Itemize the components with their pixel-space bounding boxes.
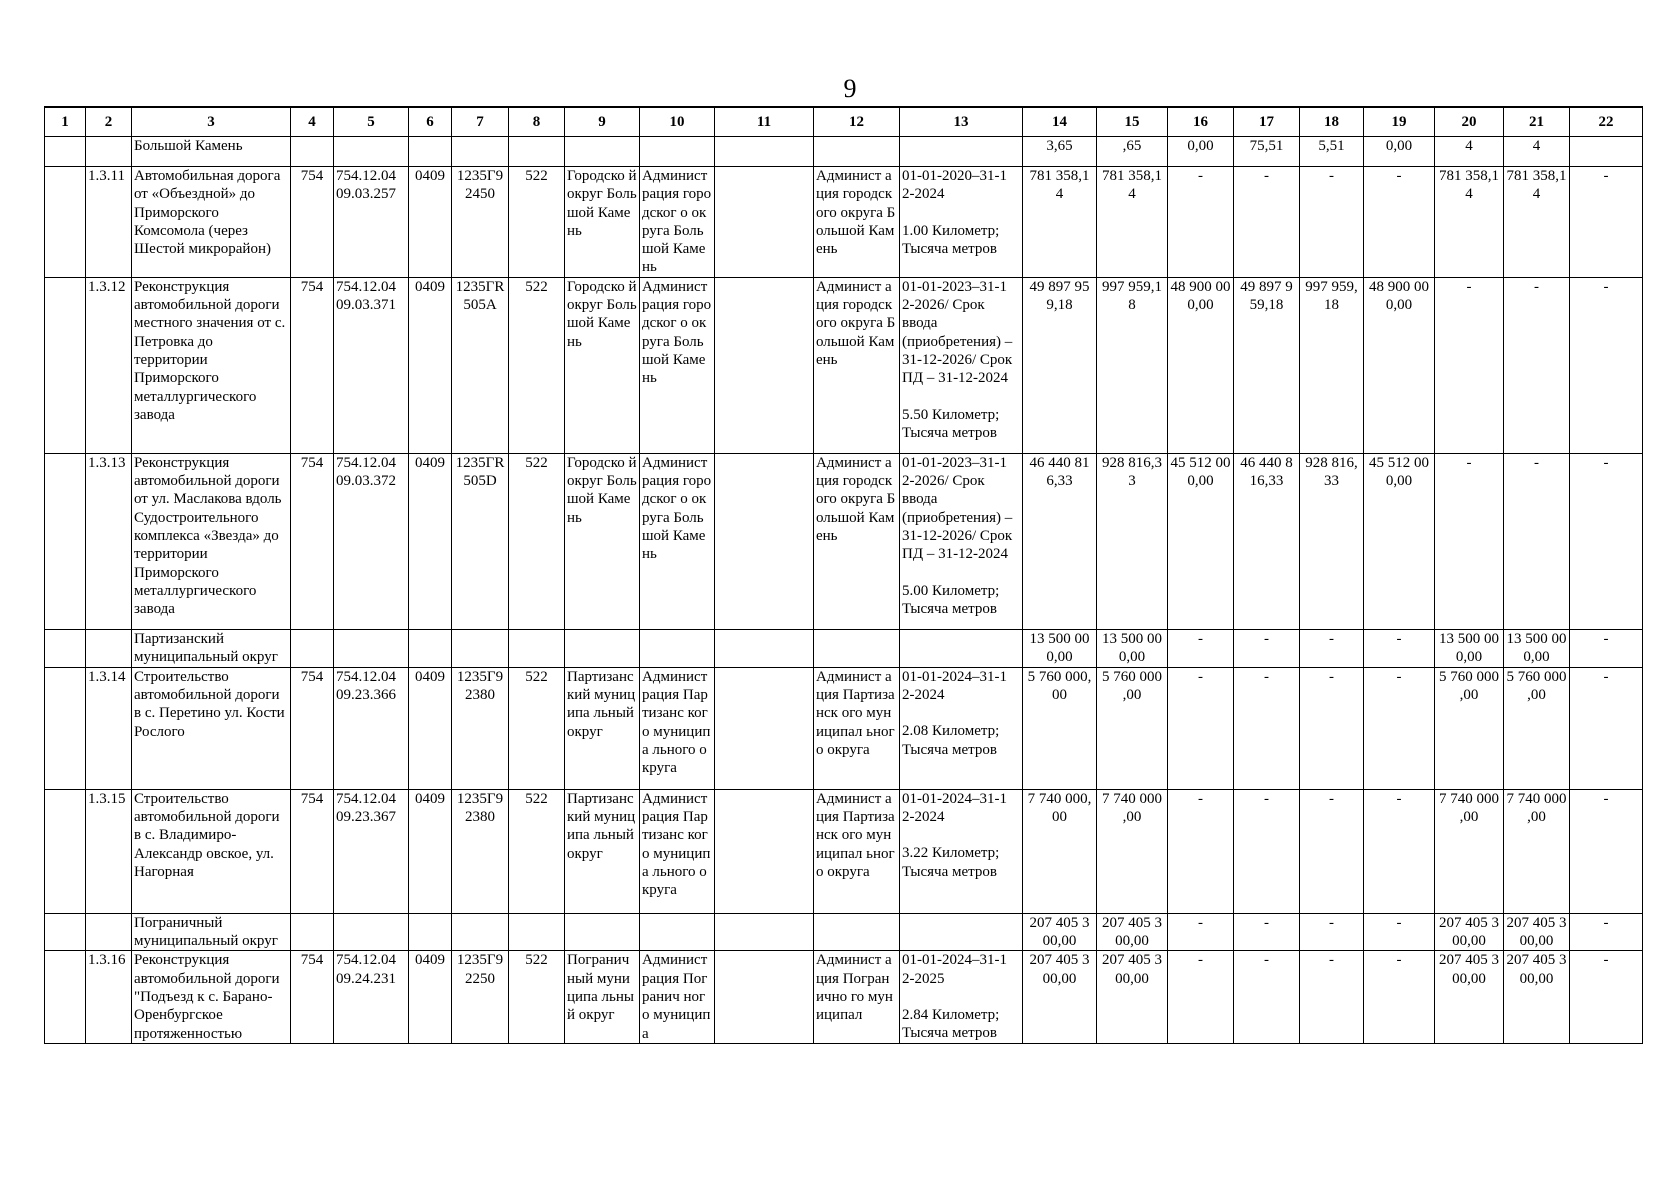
capacity-text: 2.08 Километр; Тысяча метров [902, 723, 1000, 758]
capacity-text: 1.00 Километр; Тысяча метров [902, 222, 1000, 257]
table-row [45, 951, 1643, 1043]
cell-1 [45, 667, 86, 789]
cell-7: 1235Г9 2250 [452, 951, 509, 1043]
cell-16: - [1168, 167, 1234, 278]
cell-9: Партизанс кий муниципа льный округ [565, 667, 640, 789]
column-header-17: 17 [1234, 107, 1300, 137]
cell-21: 4 [1504, 137, 1570, 167]
cell-11 [715, 951, 814, 1043]
cell-5: 754.12.04 09.03.257 [334, 167, 409, 278]
period-text: 01-01-2020–31-1 2-2024 [902, 168, 1007, 203]
cell-19: - [1364, 913, 1435, 951]
cell-3: Большой Камень [132, 137, 291, 167]
column-header-20: 20 [1435, 107, 1504, 137]
cell-20: 4 [1435, 137, 1504, 167]
cell-18: 5,51 [1300, 137, 1364, 167]
period-text: 01-01-2024–31-1 2-2025 [902, 952, 1007, 987]
cell-4: 754 [291, 167, 334, 278]
cell-6: 0409 [409, 667, 452, 789]
cell-18: - [1300, 789, 1364, 913]
cell-5: 754.12.04 09.03.371 [334, 277, 409, 453]
cell-20: 5 760 000 ,00 [1435, 667, 1504, 789]
cell-1 [45, 277, 86, 453]
cell-14: 3,65 [1023, 137, 1097, 167]
cell-20: - [1435, 277, 1504, 453]
cell-9: Партизанс кий муниципа льный округ [565, 789, 640, 913]
cell-14: 207 405 3 00,00 [1023, 951, 1097, 1043]
cell-9: Городско й округ Большой Камень [565, 277, 640, 453]
column-header-3: 3 [132, 107, 291, 137]
cell-13 [900, 913, 1023, 951]
cell-15: 207 405 3 00,00 [1097, 913, 1168, 951]
cell-12 [814, 913, 900, 951]
capacity-text: 3.22 Километр; Тысяча метров [902, 845, 1000, 880]
cell-15: 928 816,3 3 [1097, 453, 1168, 629]
cell-1 [45, 789, 86, 913]
cell-13 [900, 453, 1023, 629]
cell-18: - [1300, 667, 1364, 789]
cell-22: - [1570, 277, 1643, 453]
cell-10: Админист рация городског о округа Большой Камень [640, 453, 715, 629]
cell-13 [900, 137, 1023, 167]
cell-5 [334, 629, 409, 667]
cell-20: 781 358,1 4 [1435, 167, 1504, 278]
cell-8: 522 [509, 667, 565, 789]
cell-12: Админист ация городского округа Большой Камень [814, 167, 900, 278]
cell-15: 13 500 00 0,00 [1097, 629, 1168, 667]
cell-20: 207 405 3 00,00 [1435, 951, 1504, 1043]
cell-14: 7 740 000, 00 [1023, 789, 1097, 913]
cell-9: Городско й округ Большой Камень [565, 453, 640, 629]
group-row [45, 913, 1643, 951]
cell-3: Строительство автомобильной дороги в с. Владимиро-Александр овское, ул. Нагорная [132, 789, 291, 913]
cell-1 [45, 453, 86, 629]
cell-18: - [1300, 167, 1364, 278]
cell-2 [86, 629, 132, 667]
cell-14: 781 358,1 4 [1023, 167, 1097, 278]
cell-19: 48 900 00 0,00 [1364, 277, 1435, 453]
capacity-text: 2.84 Километр; Тысяча метров [902, 1006, 1000, 1042]
cell-7: 1235Г9 2380 [452, 789, 509, 913]
cell-16: - [1168, 951, 1234, 1043]
period-text: 01-01-2024–31-1 2-2024 [902, 668, 1007, 704]
cell-16: 0,00 [1168, 137, 1234, 167]
cell-20: 7 740 000 ,00 [1435, 789, 1504, 913]
cell-1 [45, 137, 86, 167]
cell-10 [640, 629, 715, 667]
cell-10: Админист рация Партизанс кого муниципа льного округа [640, 789, 715, 913]
cell-11 [715, 277, 814, 453]
cell-22: - [1570, 629, 1643, 667]
cell-7: 1235ГR 505D [452, 453, 509, 629]
cell-15: 781 358,1 4 [1097, 167, 1168, 278]
cell-18: - [1300, 951, 1364, 1043]
cell-5: 754.12.04 09.23.366 [334, 667, 409, 789]
cell-12: Админист ация городского округа Большой Камень [814, 453, 900, 629]
cell-10 [640, 913, 715, 951]
cell-22: - [1570, 913, 1643, 951]
cell-11 [715, 167, 814, 278]
cell-9 [565, 137, 640, 167]
cell-13 [900, 789, 1023, 913]
cell-15: 207 405 3 00,00 [1097, 951, 1168, 1043]
cell-14: 13 500 00 0,00 [1023, 629, 1097, 667]
cell-8: 522 [509, 951, 565, 1043]
cell-19: - [1364, 789, 1435, 913]
cell-13 [900, 629, 1023, 667]
cell-3: Пограничный муниципальный округ [132, 913, 291, 951]
cell-6: 0409 [409, 453, 452, 629]
group-row [45, 629, 1643, 667]
cell-1 [45, 951, 86, 1043]
cell-7: 1235Г9 2450 [452, 167, 509, 278]
column-header-18: 18 [1300, 107, 1364, 137]
cell-7: 1235ГR 505A [452, 277, 509, 453]
cell-18: 928 816, 33 [1300, 453, 1364, 629]
cell-18: 997 959, 18 [1300, 277, 1364, 453]
cell-9: Городско й округ Большой Камень [565, 167, 640, 278]
column-header-16: 16 [1168, 107, 1234, 137]
cell-8 [509, 137, 565, 167]
cell-2: 1.3.14 [86, 667, 132, 789]
cell-9 [565, 913, 640, 951]
cell-19: - [1364, 167, 1435, 278]
cell-12: Админист ация городского округа Большой Камень [814, 277, 900, 453]
cell-5: 754.12.04 09.24.231 [334, 951, 409, 1043]
cell-15: ,65 [1097, 137, 1168, 167]
period-text: 01-01-2023–31-1 2-2026/ Срок ввода (приобретения) – 31-12-2026/ Срок ПД – 31-12-2024 [902, 278, 1013, 387]
column-header-10: 10 [640, 107, 715, 137]
cell-3: Реконструкция автомобильной дороги от ул. Маслакова вдоль Судостроительного комплекса «Звезда» до территории Приморского металлургического завода [132, 453, 291, 629]
cell-8: 522 [509, 453, 565, 629]
cell-11 [715, 667, 814, 789]
cell-12: Админист ация Партизанск ого муниципал ьного округа [814, 789, 900, 913]
cell-10 [640, 137, 715, 167]
cell-12 [814, 137, 900, 167]
cell-7: 1235Г9 2380 [452, 667, 509, 789]
group-row [45, 137, 1643, 167]
cell-5: 754.12.04 09.23.367 [334, 789, 409, 913]
period-text: 01-01-2023–31-1 2-2026/ Срок ввода (приобретения) – 31-12-2026/ Срок ПД – 31-12-2024 [902, 454, 1013, 563]
column-header-5: 5 [334, 107, 409, 137]
cell-4 [291, 137, 334, 167]
cell-13 [900, 167, 1023, 278]
header-row [45, 107, 1643, 137]
cell-17: - [1234, 167, 1300, 278]
cell-17: - [1234, 667, 1300, 789]
cell-7 [452, 629, 509, 667]
column-header-15: 15 [1097, 107, 1168, 137]
cell-22: - [1570, 667, 1643, 789]
table-row [45, 453, 1643, 629]
cell-1 [45, 629, 86, 667]
cell-15: 5 760 000 ,00 [1097, 667, 1168, 789]
capacity-text: 5.50 Километр; Тысяча метров [902, 406, 1000, 441]
cell-21: 7 740 000 ,00 [1504, 789, 1570, 913]
cell-22: - [1570, 453, 1643, 629]
cell-12: Админист ация Погранично го муниципал [814, 951, 900, 1043]
table-row [45, 167, 1643, 278]
cell-3: Партизанский муниципальный округ [132, 629, 291, 667]
column-header-9: 9 [565, 107, 640, 137]
column-header-11: 11 [715, 107, 814, 137]
cell-17: 46 440 8 16,33 [1234, 453, 1300, 629]
cell-11 [715, 453, 814, 629]
cell-18: - [1300, 629, 1364, 667]
cell-3: Реконструкция автомобильной дороги местного значения от с. Петровка до территории Приморского металлургического завода [132, 277, 291, 453]
cell-21: 781 358,1 4 [1504, 167, 1570, 278]
cell-22: - [1570, 167, 1643, 278]
cell-10: Админист рация городског о округа Большой Камень [640, 277, 715, 453]
column-header-19: 19 [1364, 107, 1435, 137]
cell-17: - [1234, 629, 1300, 667]
cell-4: 754 [291, 277, 334, 453]
cell-9: Погранич ный муниципа льный округ [565, 951, 640, 1043]
page-number: 9 [843, 74, 857, 103]
cell-14: 5 760 000, 00 [1023, 667, 1097, 789]
cell-21: 5 760 000 ,00 [1504, 667, 1570, 789]
cell-6: 0409 [409, 277, 452, 453]
cell-3: Строительство автомобильной дороги в с. Перетино ул. Кости Рослого [132, 667, 291, 789]
cell-4 [291, 913, 334, 951]
cell-17: - [1234, 789, 1300, 913]
cell-17: 75,51 [1234, 137, 1300, 167]
column-header-13: 13 [900, 107, 1023, 137]
cell-22: - [1570, 789, 1643, 913]
data-table [44, 106, 1643, 1044]
cell-20: 13 500 00 0,00 [1435, 629, 1504, 667]
column-header-7: 7 [452, 107, 509, 137]
cell-17: 49 897 9 59,18 [1234, 277, 1300, 453]
cell-22 [1570, 137, 1643, 167]
column-header-21: 21 [1504, 107, 1570, 137]
cell-10: Админист рация городског о округа Большой Камень [640, 167, 715, 278]
cell-5 [334, 913, 409, 951]
cell-6: 0409 [409, 951, 452, 1043]
cell-5: 754.12.04 09.03.372 [334, 453, 409, 629]
cell-10: Админист рация Партизанс кого муниципа льного округа [640, 667, 715, 789]
column-header-14: 14 [1023, 107, 1097, 137]
cell-7 [452, 137, 509, 167]
cell-2: 1.3.12 [86, 277, 132, 453]
cell-13 [900, 667, 1023, 789]
cell-14: 207 405 3 00,00 [1023, 913, 1097, 951]
cell-18: - [1300, 913, 1364, 951]
cell-5 [334, 137, 409, 167]
cell-6: 0409 [409, 789, 452, 913]
cell-11 [715, 137, 814, 167]
cell-21: - [1504, 453, 1570, 629]
cell-7 [452, 913, 509, 951]
cell-10: Админист рация Погранич ного муниципа [640, 951, 715, 1043]
cell-9 [565, 629, 640, 667]
cell-8: 522 [509, 167, 565, 278]
cell-3: Реконструкция автомобильной дороги "Подъезд к с. Барано-Оренбургское протяженностью [132, 951, 291, 1043]
cell-19: 45 512 00 0,00 [1364, 453, 1435, 629]
cell-16: - [1168, 913, 1234, 951]
cell-2 [86, 137, 132, 167]
cell-11 [715, 629, 814, 667]
cell-21: - [1504, 277, 1570, 453]
cell-6 [409, 913, 452, 951]
cell-19: 0,00 [1364, 137, 1435, 167]
cell-4: 754 [291, 453, 334, 629]
cell-14: 49 897 95 9,18 [1023, 277, 1097, 453]
column-header-22: 22 [1570, 107, 1643, 137]
cell-11 [715, 913, 814, 951]
cell-16: 48 900 00 0,00 [1168, 277, 1234, 453]
cell-4: 754 [291, 789, 334, 913]
column-header-8: 8 [509, 107, 565, 137]
cell-15: 997 959,1 8 [1097, 277, 1168, 453]
cell-16: - [1168, 629, 1234, 667]
cell-19: - [1364, 667, 1435, 789]
cell-8 [509, 629, 565, 667]
cell-20: - [1435, 453, 1504, 629]
cell-8 [509, 913, 565, 951]
column-header-1: 1 [45, 107, 86, 137]
cell-1 [45, 913, 86, 951]
capacity-text: 5.00 Километр; Тысяча метров [902, 582, 1000, 617]
cell-12 [814, 629, 900, 667]
cell-21: 207 405 3 00,00 [1504, 913, 1570, 951]
cell-8: 522 [509, 789, 565, 913]
column-header-2: 2 [86, 107, 132, 137]
table-body [45, 137, 1643, 1044]
cell-2: 1.3.11 [86, 167, 132, 278]
table-row [45, 789, 1643, 913]
column-header-6: 6 [409, 107, 452, 137]
cell-11 [715, 789, 814, 913]
cell-15: 7 740 000 ,00 [1097, 789, 1168, 913]
cell-2: 1.3.13 [86, 453, 132, 629]
cell-16: - [1168, 789, 1234, 913]
cell-17: - [1234, 913, 1300, 951]
period-text: 01-01-2024–31-1 2-2024 [902, 790, 1007, 826]
cell-22: - [1570, 951, 1643, 1043]
cell-17: - [1234, 951, 1300, 1043]
cell-2: 1.3.15 [86, 789, 132, 913]
cell-19: - [1364, 951, 1435, 1043]
cell-2 [86, 913, 132, 951]
cell-6 [409, 137, 452, 167]
cell-6: 0409 [409, 167, 452, 278]
cell-4: 754 [291, 951, 334, 1043]
cell-4 [291, 629, 334, 667]
cell-13 [900, 277, 1023, 453]
cell-12: Админист ация Партизанск ого муниципал ьного округа [814, 667, 900, 789]
column-header-12: 12 [814, 107, 900, 137]
cell-1 [45, 167, 86, 278]
cell-2: 1.3.16 [86, 951, 132, 1043]
cell-16: - [1168, 667, 1234, 789]
cell-3: Автомобильная дорога от «Объездной» до Приморского Комсомола (через Шестой микрорайон) [132, 167, 291, 278]
table-row [45, 667, 1643, 789]
cell-14: 46 440 81 6,33 [1023, 453, 1097, 629]
column-header-4: 4 [291, 107, 334, 137]
cell-21: 13 500 00 0,00 [1504, 629, 1570, 667]
cell-8: 522 [509, 277, 565, 453]
cell-6 [409, 629, 452, 667]
cell-21: 207 405 3 00,00 [1504, 951, 1570, 1043]
cell-13 [900, 951, 1023, 1043]
cell-20: 207 405 3 00,00 [1435, 913, 1504, 951]
table-row [45, 277, 1643, 453]
cell-19: - [1364, 629, 1435, 667]
cell-4: 754 [291, 667, 334, 789]
cell-16: 45 512 00 0,00 [1168, 453, 1234, 629]
